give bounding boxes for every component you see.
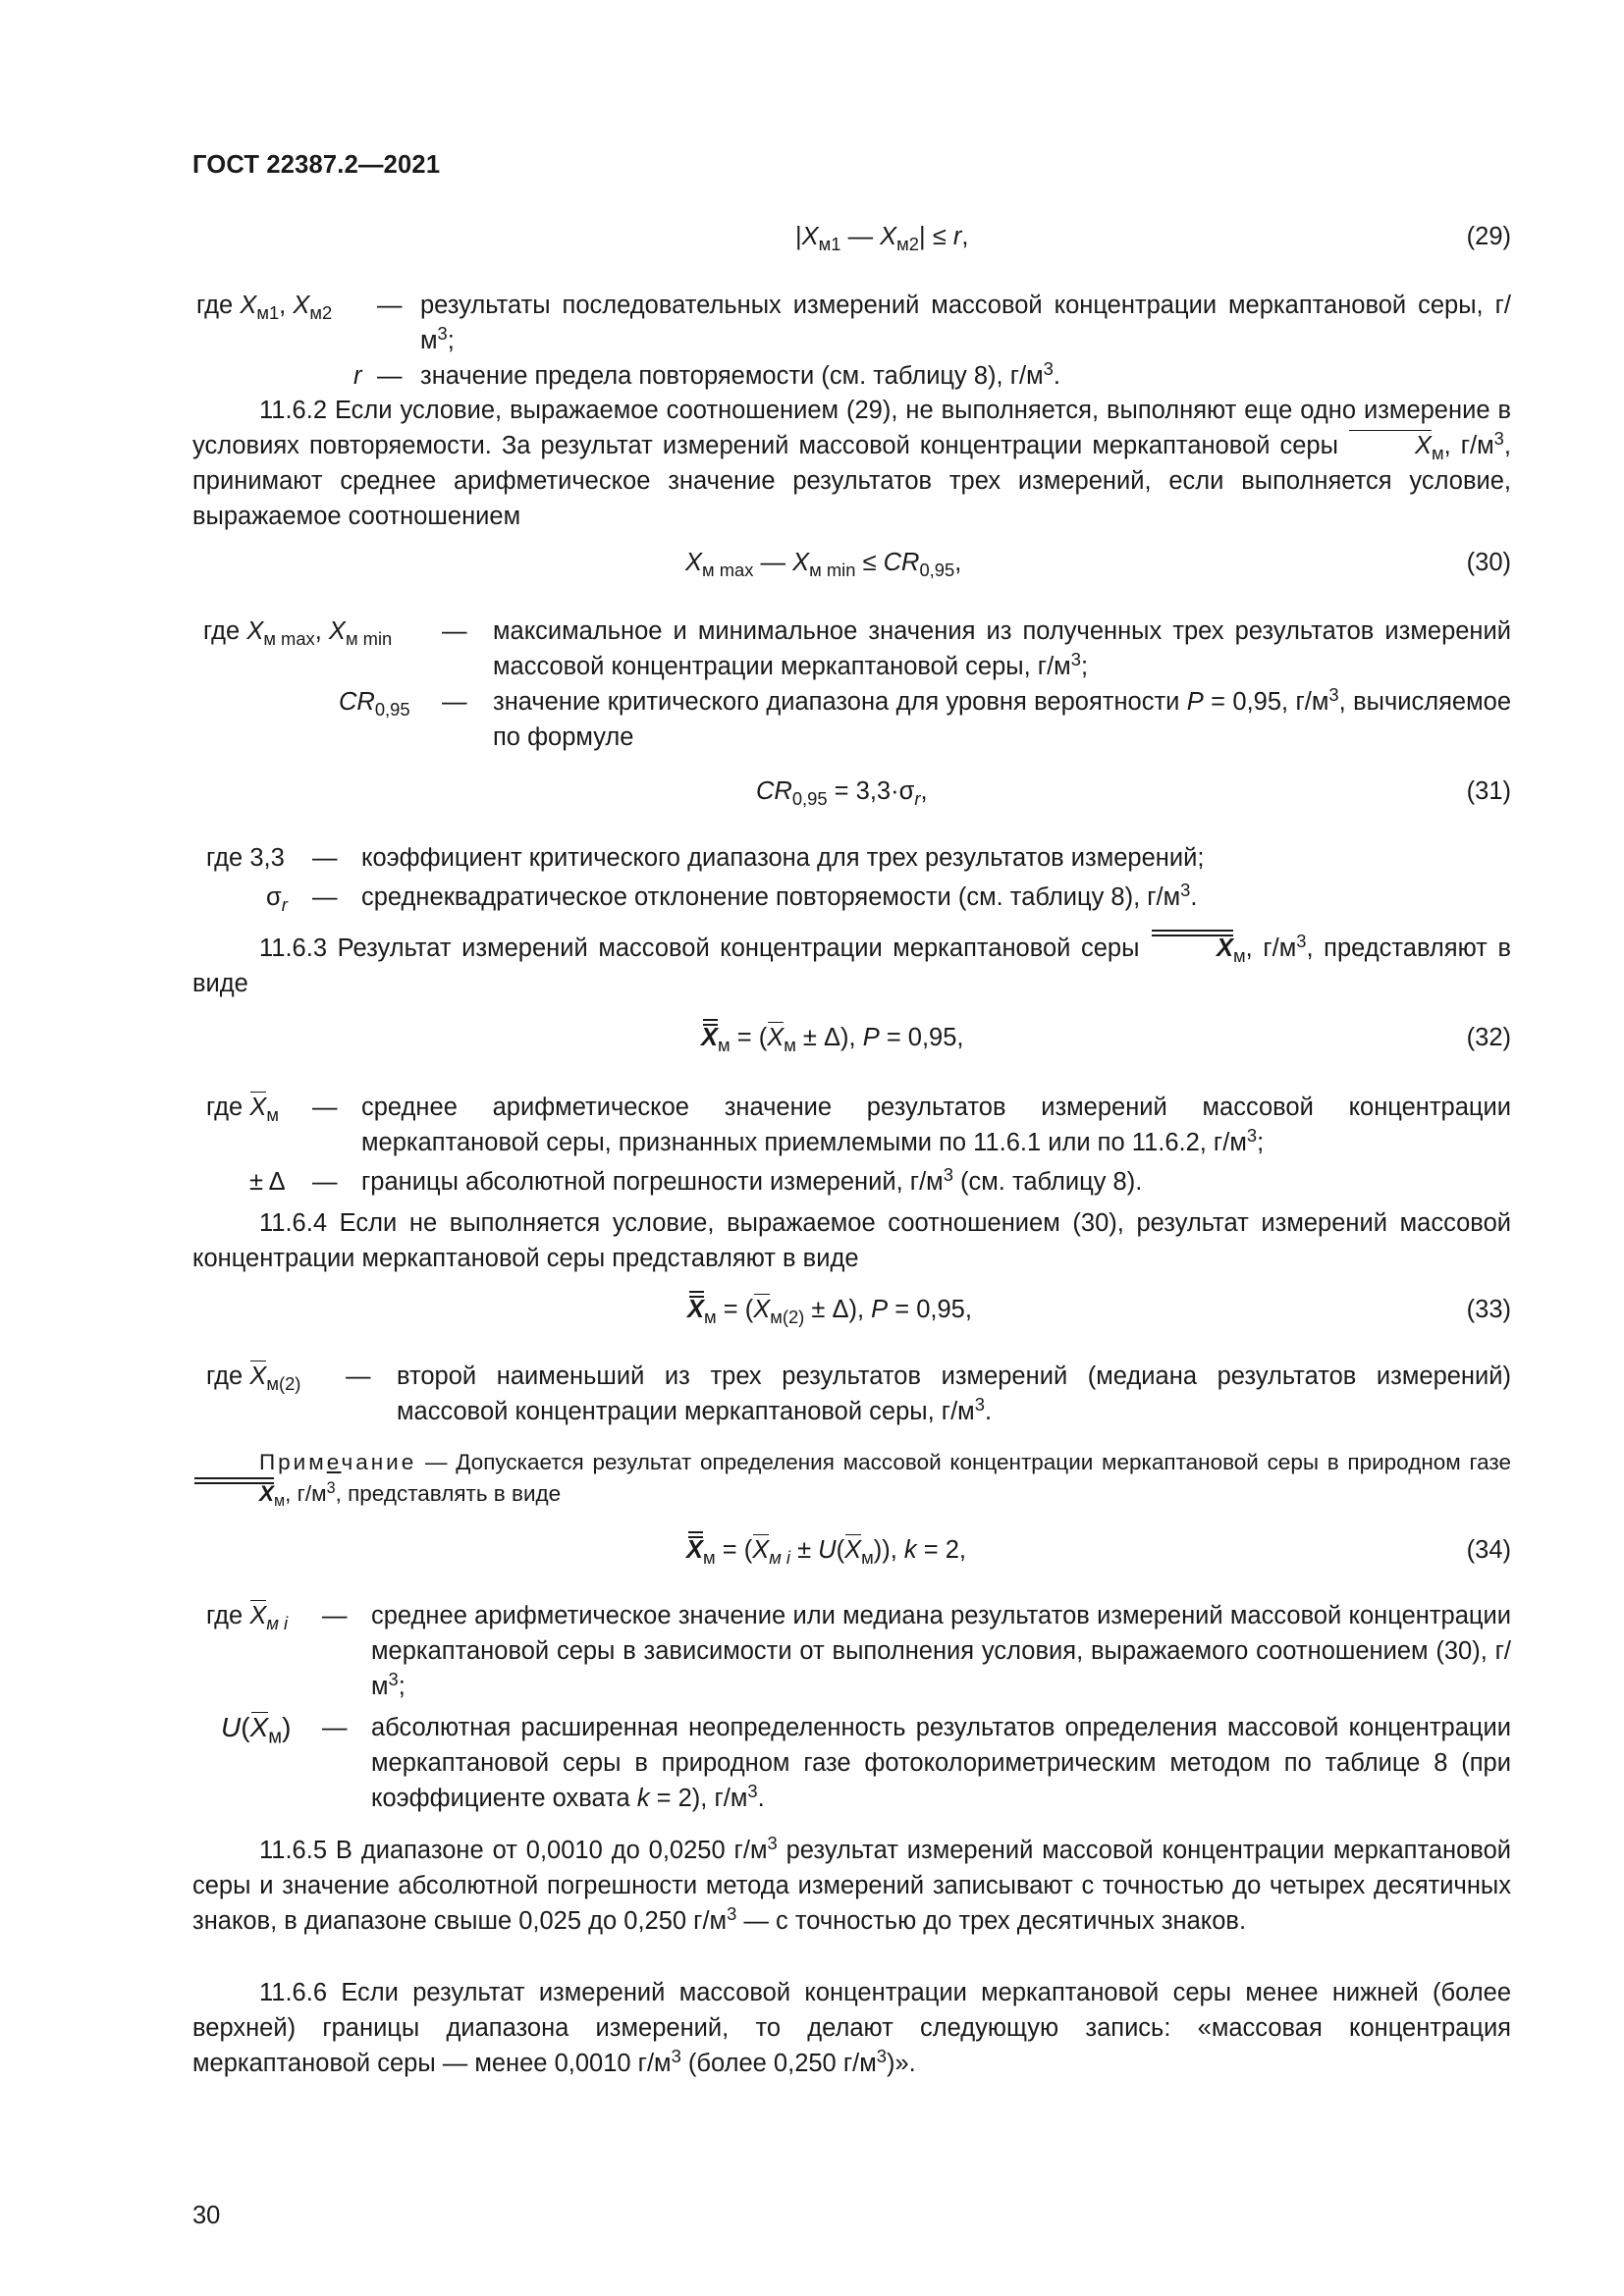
where-description: значение критического диапазона для уровня вероятности P = 0,95, $г/м^3$, вычисляемое по формуле — [493, 684, 1511, 751]
paragraph-11-6-5: 11.6.5 В диапазоне от 0,0010 до 0,0250 $г/м^3$ результат измерений массовой концентрации меркаптановой серы и значение абсолютной погрешности метода измерений записывают с точностью до четырех десятичных знаков, в диапазоне свыше 0,025 до 0,250 $г/м^3$ — с точностью до трех десятичных знаков. — [192, 1833, 1511, 1935]
document-header: ГОСТ 22387.2—2021 — [192, 151, 441, 179]
where-term: где $X_м$ — [206, 1090, 279, 1125]
formula-31-number: (31) — [1466, 777, 1511, 805]
paragraph-11-6-4: 11.6.4 Если не выполняется условие, выражаемое соотношением (30), результат измерений массовой концентрации меркаптановой серы представляют в виде — [192, 1209, 1511, 1272]
where-term: $U(X_м)$ — [221, 1712, 292, 1748]
formula-32-number: (32) — [1466, 1024, 1511, 1051]
where-description: второй наименьший из трех результатов измерений (медиана результатов измерений) массовой концентрации меркаптановой серы, $г/м^3$. — [397, 1362, 1511, 1425]
where-term: $CR_{0,95}$ — [339, 688, 410, 720]
paragraph-11-6-2: 11.6.2 Если условие, выражаемое соотношением (29), не выполняется, выполняют еще одно измерение в условиях повторяемости. За результат измерений массовой концентрации меркаптановой серы $X_м$, $г/м^3$, принимают среднее арифметическое значение результатов трех измерений, если выполняется условие, выражаемое соотношением — [192, 397, 1511, 530]
where-dash: — — [312, 1094, 338, 1121]
where-dash: — — [377, 292, 403, 319]
where-description: значение предела повторяемости (см. таблицу 8), $г/м^3$. — [420, 358, 1060, 390]
where-term: где $X_{м i}$ — [206, 1598, 288, 1633]
formula-29-expression: $|X_{м1}$ — $X_{м2}| \le r$, — [795, 223, 969, 254]
where-description: среднеквадратическое отклонение повторяемости (см. таблицу 8), $г/м^3$. — [361, 880, 1198, 911]
formula-34-expression: $X_м = (X_{м i} \pm U(X_м))$, k = 2, — [686, 1532, 966, 1568]
note: Примечание — Допускается результат определения массовой концентрации меркаптановой серы в природном газе $X_м$, $г/м^3$, представлять в виде — [192, 1447, 1511, 1510]
where-term: ± Δ — [249, 1168, 286, 1196]
where-dash: — — [322, 1602, 348, 1629]
where-term: r — [353, 362, 362, 390]
where-term: $\sigma_r$ — [266, 883, 288, 915]
where-term: где $X_{м1}$, $X_{м2}$ — [196, 292, 333, 323]
paragraph-11-6-6: 11.6.6 Если результат измерений массовой концентрации меркаптановой серы менее нижней (более верхней) границы диапазона измерений, то делают следующую запись: «массовая концентрация меркаптановой серы — менее 0,0010 $г/м^3$ (более 0,250 $г/м^3$)». — [192, 1979, 1511, 2077]
formula-32-expression: $X_м = (X_м \pm \Delta)$, P = 0,95, — [701, 1020, 964, 1055]
where-description: границы абсолютной погрешности измерений, $г/м^3$ (см. таблицу 8). — [361, 1164, 1143, 1196]
where-description: среднее арифметическое значение или медиана результатов измерений массовой концентрации меркаптановой серы в зависимости от выполнения условия, выражаемого соотношением (30), $г/м^3$; — [371, 1602, 1511, 1700]
formula-33-number: (33) — [1466, 1296, 1511, 1323]
where-term: где $X_{м(2)}$ — [206, 1359, 300, 1394]
where-dash: — — [312, 883, 338, 911]
where-description: максимальное и минимальное значения из полученных трех результатов измерений массовой концентрации меркаптановой серы, $г/м^3$; — [493, 617, 1511, 680]
page-number: 30 — [192, 2202, 221, 2229]
where-description: коэффициент критического диапазона для трех результатов измерений; — [361, 844, 1205, 872]
where-term: где 3,3 — [206, 844, 285, 872]
where-dash: — — [346, 1362, 371, 1390]
where-dash: — — [312, 844, 338, 872]
where-term: где $X_{м max}$, $X_{м min}$ — [203, 617, 393, 649]
where-description: абсолютная расширенная неопределенность результатов определения массовой концентрации меркаптановой серы в природном газе фотоколориметрическим методом по таблице 8 (при коэффициенте охвата k = 2), $г/м^3$. — [371, 1714, 1511, 1812]
where-dash: — — [377, 362, 403, 390]
where-dash: — — [322, 1714, 348, 1741]
formula-31-expression: $CR_{0,95} = 3,3\cdot\sigma_r$, — [756, 777, 928, 809]
formula-33-expression: $X_м = (X_{м(2)} \pm \Delta)$, P = 0,95, — [687, 1292, 972, 1327]
formula-30-expression: $X_{м max}$ — $X_{м min} \le CR_{0,95}$, — [685, 549, 962, 580]
formula-34-number: (34) — [1466, 1536, 1511, 1564]
note-label: Примечание — [259, 1450, 417, 1474]
where-description: среднее арифметическое значение результатов измерений массовой концентрации меркаптановой серы, признанных приемлемыми по 11.6.1 или по 11.6.2, $г/м^3$; — [361, 1094, 1511, 1156]
where-dash: — — [442, 688, 467, 716]
where-description: результаты последовательных измерений массовой концентрации меркаптановой серы, $г/м^3$; — [420, 292, 1511, 354]
formula-30-number: (30) — [1466, 549, 1511, 576]
formula-29-number: (29) — [1466, 223, 1511, 250]
where-dash: — — [442, 617, 467, 645]
paragraph-11-6-3: 11.6.3 Результат измерений массовой концентрации меркаптановой серы $X_м$, $г/м^3$, представляют в виде — [192, 931, 1511, 997]
where-dash: — — [312, 1168, 338, 1196]
